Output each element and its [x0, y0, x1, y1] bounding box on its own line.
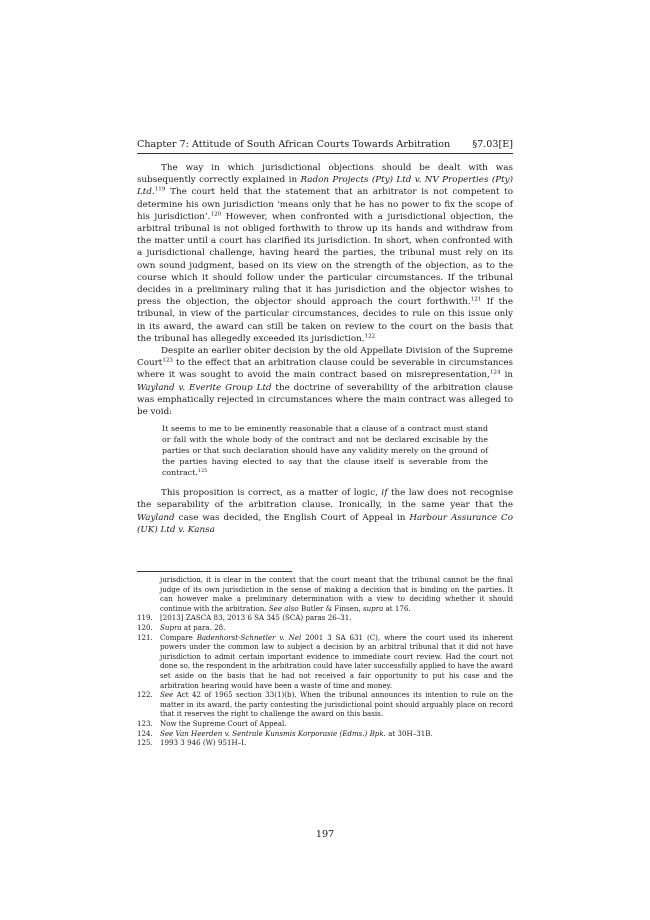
- text-run: Butler & Finsen,: [298, 603, 363, 613]
- text-run: Compare: [160, 632, 197, 642]
- section-number: §7.03[E]: [472, 139, 513, 150]
- footnote-continuation: [137, 575, 513, 613]
- emphasis: supra: [362, 603, 384, 613]
- footnote-ref-124[interactable]: 124: [489, 369, 501, 376]
- footnote-number: 121.: [137, 632, 153, 642]
- emphasis: See: [160, 690, 174, 700]
- footnote-text: 1993 3 946 (W) 951H–I.: [160, 738, 247, 748]
- footnote-number: 120.: [137, 622, 153, 632]
- footnote-ref-120[interactable]: 120: [210, 211, 222, 218]
- text-run: The way in which jurisdictional objections should be dealt with was subsequently correctly explained in: [137, 163, 513, 186]
- text-run: If the tribunal, in view of the particular circumstances, decides to rule on this issue only in its award, the award can still be taken on review to the court on the basis that the tribunal has allegedly exceeded its jurisdiction.: [137, 297, 513, 344]
- case-name: Wayland v. Everite Group Ltd: [137, 382, 272, 393]
- footnote-number: 122.: [137, 690, 153, 700]
- text-run: jurisdiction, it is clear in the context that the court meant that the tribunal cannot be the final judge of its own jurisdiction in the sense of making a decision that is binding on the parties. It can however make a preliminary determination with a view to deciding whether it should continue with the arbitration.: [160, 575, 513, 613]
- paragraph-1: [137, 162, 513, 345]
- footnote-ref-125[interactable]: 125: [197, 468, 208, 475]
- footnote-124: [137, 729, 513, 739]
- footnote-separator: [137, 571, 292, 572]
- footnote-123: [137, 719, 513, 729]
- text-run: the law does not recognise the separability of the arbitration clause. Ironically, in the same year that the: [137, 488, 513, 511]
- footnote-ref-123[interactable]: 123: [162, 357, 173, 364]
- footnote-text: at para. 28.: [181, 622, 226, 632]
- running-header: [137, 138, 513, 154]
- text-run: to the effect that an arbitration clause could be severable in circumstances where it was sought to avoid the main contract based on misrepresentation,: [137, 358, 513, 381]
- emphasis: See also: [268, 603, 299, 613]
- page-number: 197: [315, 829, 335, 840]
- block-quote: [162, 423, 488, 478]
- case-name: Harbour Assurance Co (UK) Ltd v. Kansa: [137, 512, 513, 535]
- footnote-ref-119[interactable]: 119: [154, 186, 166, 193]
- footnote-ref-121[interactable]: 121: [470, 296, 482, 303]
- quote-text: It seems to me to be eminently reasonable that a clause of a contract must stand or fall with the whole body of the contract and not be declared excisable by the parties or that such declaration should have any validity merely on the ground of the parties having elected to say that the clause itself is severable from the contract.: [162, 424, 488, 478]
- footnote-120: [137, 623, 513, 633]
- footnote-125: [137, 738, 513, 748]
- footnote-number: 123.: [137, 718, 153, 728]
- case-name: Van Heerden v. Sentrale Kunsmis Korporasie (Edms.) Bpk.: [173, 728, 386, 738]
- text-run: at 176.: [383, 603, 411, 613]
- emphasis: Supra: [160, 622, 182, 632]
- text-run: However, when confronted with a jurisdictional objection, the arbitral tribunal is not obliged forthwith to throw up its hands and withdraw from the matter until a court has clarified its jurisdiction. In short, when confronted with a jurisdictional challenge, having heard the parties, the tribunal must rely on its own sound judgment, based on its view on the strength of the objection, as to the course which it should follow under the particular circumstances. If the tribunal decides in a preliminary ruling that it has jurisdiction and the objector wishes to press the objection, the objector should approach the court forthwith.: [137, 211, 513, 308]
- text-run: This proposition is correct, as a matter of logic,: [161, 488, 382, 499]
- footnote-119: [137, 613, 513, 623]
- emphasis: if: [381, 488, 388, 499]
- footnote-text: Now the Supreme Court of Appeal.: [160, 718, 287, 728]
- footnotes: [137, 575, 513, 748]
- text-run: Despite an earlier obiter decision by the old Appellate Division of the Supreme Court: [137, 346, 513, 369]
- footnote-number: 125.: [137, 738, 153, 748]
- text-run: .: [151, 187, 155, 198]
- text-run: the doctrine of severability of the arbitration clause was emphatically rejected in circumstances where the main contract was alleged to be void:: [137, 382, 513, 418]
- footnote-text: [2013] ZASCA 83, 2013 6 SA 345 (SCA) paras 26–31.: [160, 613, 352, 623]
- chapter-title: Chapter 7: Attitude of South African Courts Towards Arbitration: [137, 139, 451, 150]
- footnote-122: [137, 690, 513, 719]
- case-name: Wayland: [137, 512, 175, 523]
- case-name: Badenhorst-Schnetler v. Nel: [196, 632, 302, 642]
- footnote-number: 119.: [137, 613, 153, 623]
- footnote-121: [137, 633, 513, 691]
- emphasis: See: [160, 728, 174, 738]
- text-run: in: [500, 370, 513, 381]
- case-name: Radon Projects (Pty) Ltd v. NV Properties (Pty) Ltd: [137, 175, 513, 198]
- footnote-ref-122[interactable]: 122: [364, 333, 376, 340]
- paragraph-2: [137, 345, 513, 418]
- footnote-text: Act 42 of 1965 section 33(1)(b). When the tribunal announces its intention to rule on the matter in its award, the party contesting the jurisdictional point should arguably place on record that it reserves the right to challenge the award on this basis.: [160, 690, 513, 719]
- footnote-text: at 30H–31B.: [385, 728, 433, 738]
- main-text: [137, 162, 513, 536]
- text-run: The court held that the statement that an arbitrator is not competent to determine his own jurisdiction ‘means only that he has no power to fix the scope of his jurisdiction’.: [137, 187, 513, 222]
- paragraph-3: [137, 487, 513, 536]
- text-run: 2001 3 SA 631 (C), where the court used its inherent powers under the common law to subject a decision by an arbitral tribunal that it did not have jurisdiction to admit certain important evidence to immediate court review. Had the court not done so, the respondent in the arbitration could have later successfully applied to have the award set aside on the basis that he had not received a fair opportunity to put his case and the arbitration hearing would have been a waste of time and money.: [160, 632, 513, 690]
- text-run: case was decided, the English Court of Appeal in: [174, 512, 410, 523]
- footnote-number: 124.: [137, 728, 153, 738]
